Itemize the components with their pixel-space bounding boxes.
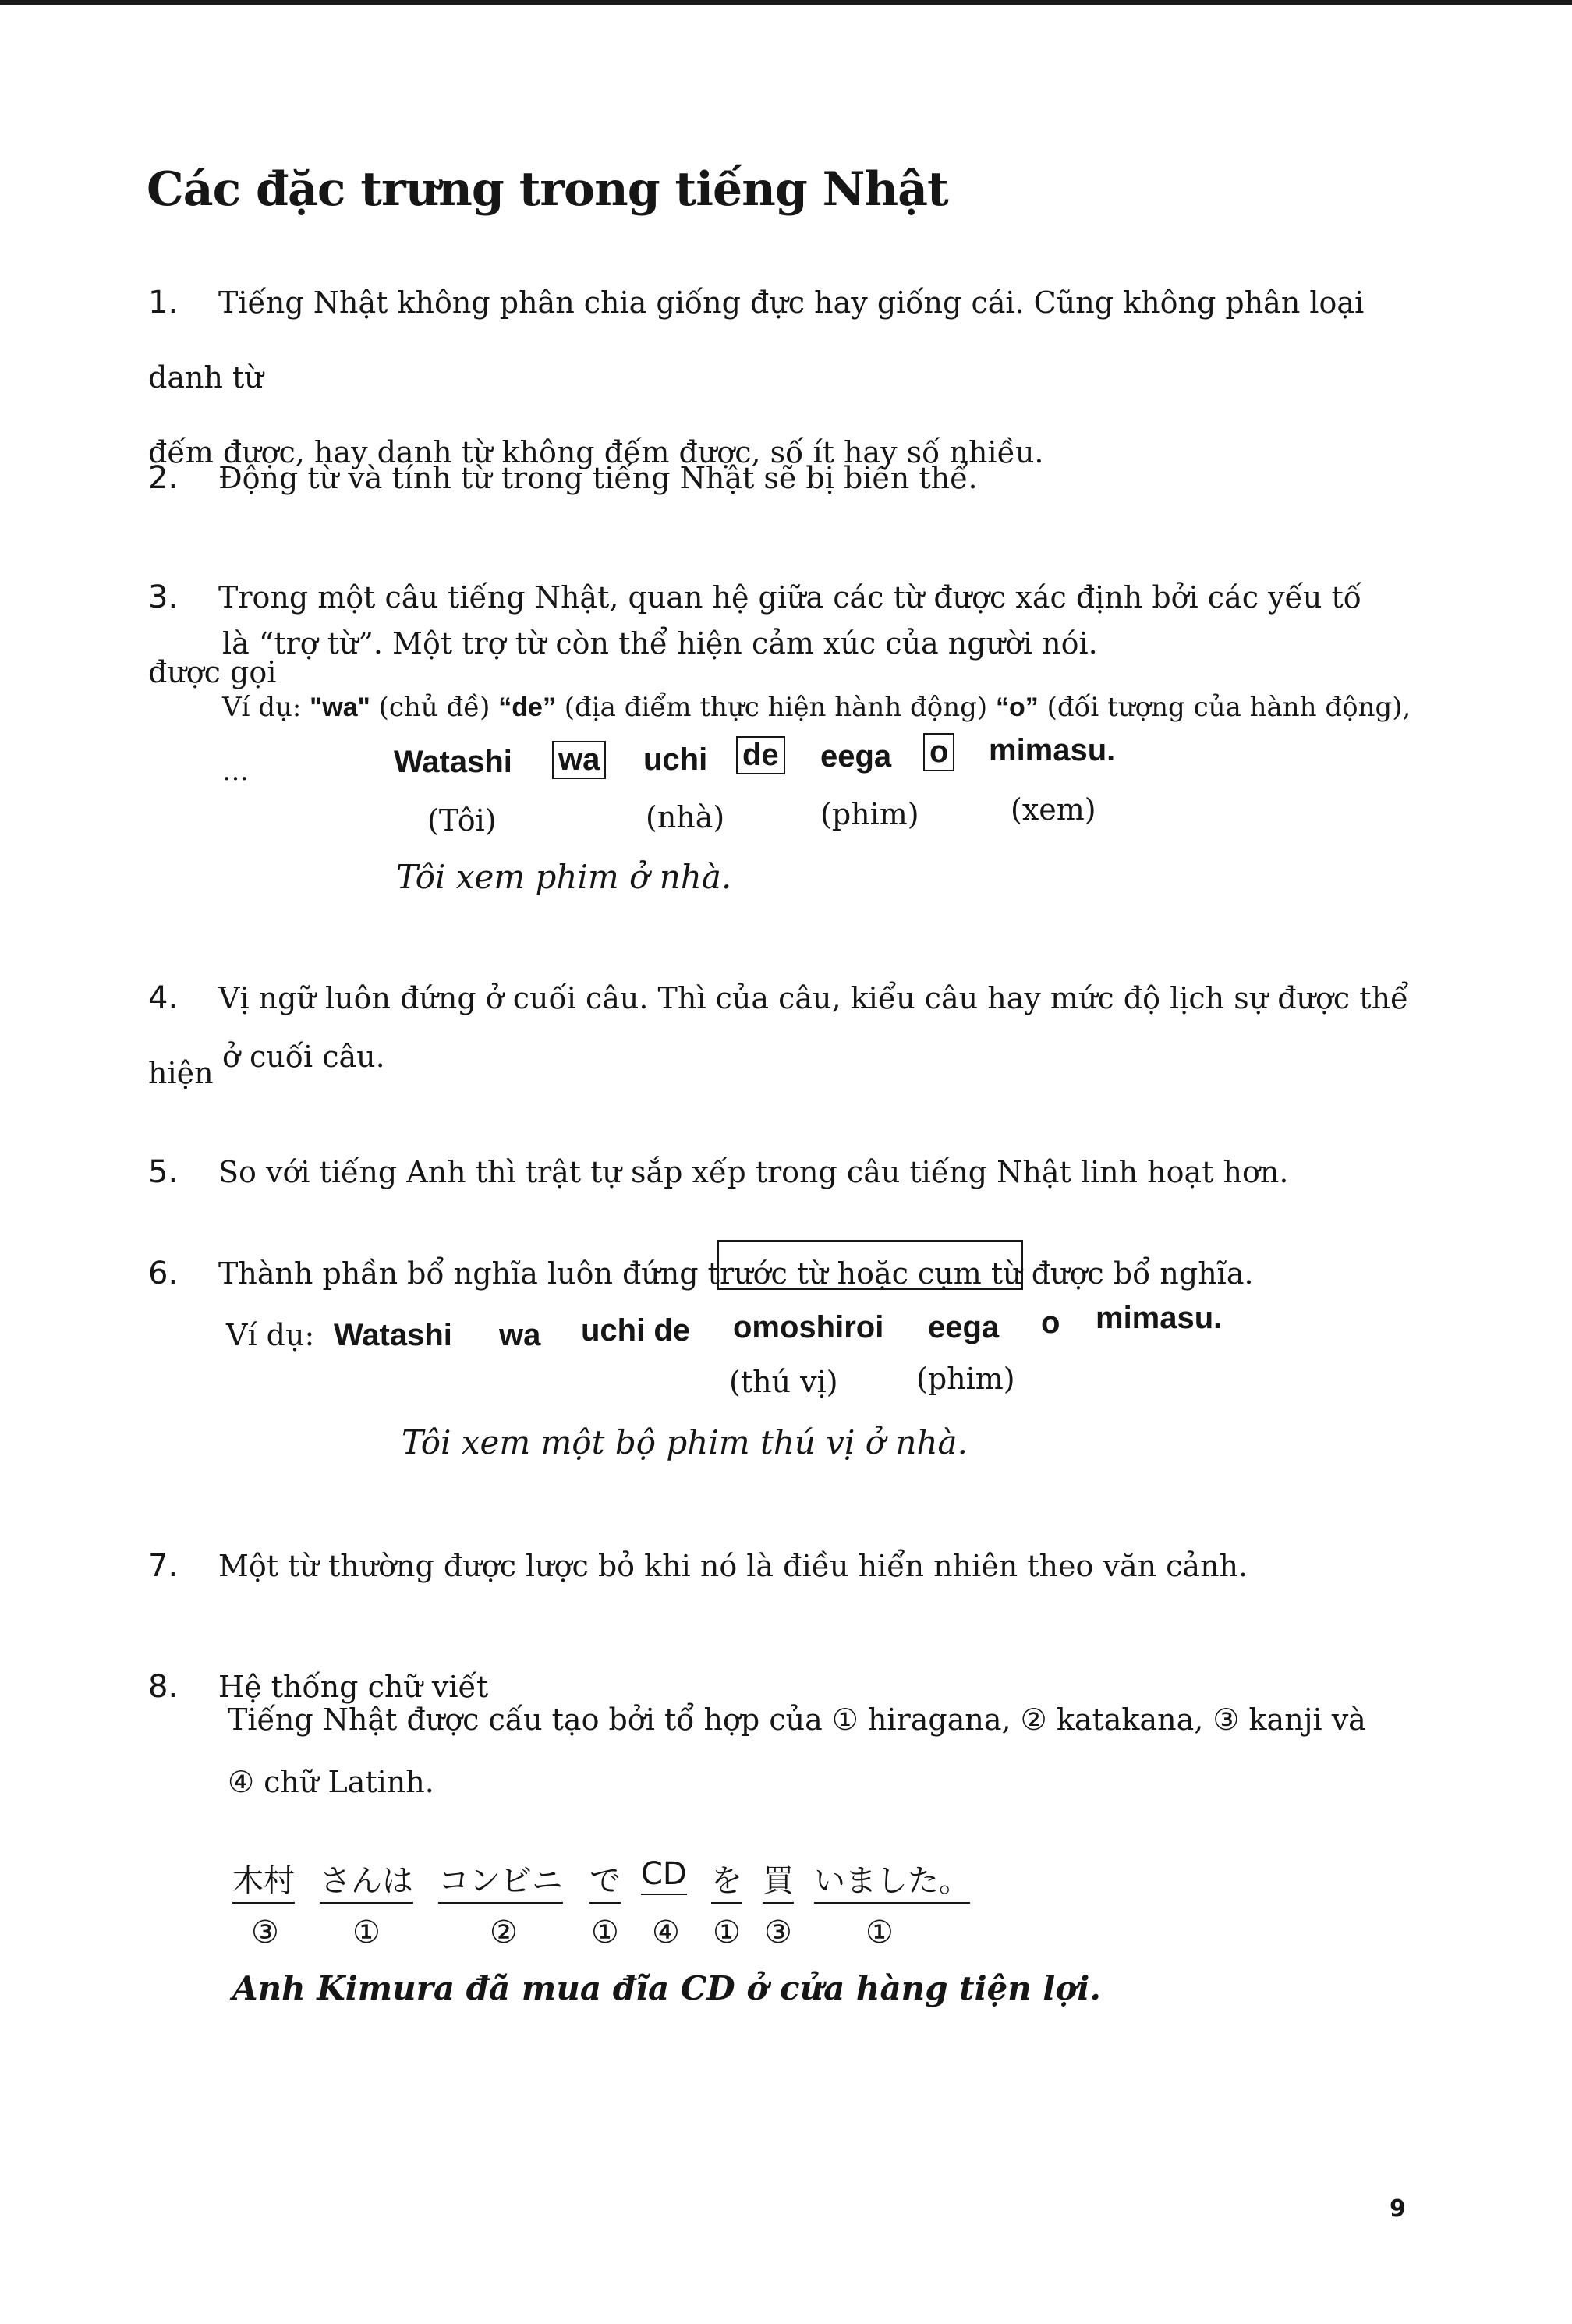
script-marker: ④	[652, 1915, 680, 1950]
script-marker: ①	[713, 1915, 741, 1950]
item-text: Tiếng Nhật không phân chia giống đực hay giống cái. Cũng không phân loại danh từ	[148, 285, 1365, 395]
item-number: 5.	[148, 1154, 179, 1190]
top-border	[0, 0, 1572, 5]
script-marker: ①	[591, 1915, 619, 1950]
item-number: 7.	[148, 1548, 179, 1584]
item-text: Động từ và tính từ trong tiếng Nhật sẽ bị biến thể.	[218, 461, 978, 495]
example-line: Ví dụ: "wa" (chủ đề) “de” (địa điểm thực hiện hành động) “o” (đối tượng của hành động), …	[222, 692, 1411, 787]
particle-box: wa	[552, 741, 606, 779]
kana-segment: 買	[763, 1856, 794, 1904]
item-text: So với tiếng Anh thì trật tự sắp xếp trong câu tiếng Nhật linh hoạt hơn.	[218, 1155, 1289, 1189]
item-text: Một từ thường được lược bỏ khi nó là điều hiển nhiên theo văn cảnh.	[218, 1549, 1248, 1583]
item-text: Trong một câu tiếng Nhật, quan hệ giữa các từ được xác định bởi các yếu tố được gọi	[148, 580, 1362, 689]
script-marker: ②	[490, 1915, 518, 1950]
example-word: Watashi	[334, 1318, 452, 1352]
example-word: mimasu.	[1096, 1301, 1223, 1335]
item-number: 2.	[148, 460, 179, 496]
translation: Anh Kimura đã mua đĩa CD ở cửa hàng tiện lợi.	[232, 1969, 1101, 2007]
script-marker: ③	[764, 1915, 792, 1950]
kana-segment: コンビニ	[438, 1856, 563, 1904]
gloss: (phim)	[916, 1362, 1015, 1396]
gloss: (phim)	[820, 797, 919, 831]
example-word: uchi	[643, 742, 708, 777]
kana-segment: さんは	[320, 1856, 413, 1904]
kana-segment: 木村	[232, 1856, 295, 1904]
example-word: wa	[499, 1318, 541, 1352]
example-word: o	[1041, 1305, 1060, 1340]
highlight-box	[717, 1240, 1023, 1290]
item-5	[148, 1135, 1427, 1210]
item-4-cont	[222, 1026, 1439, 1088]
kana-segment: いました。	[814, 1856, 970, 1904]
gloss: (Tôi)	[427, 803, 497, 838]
item-number: 8.	[148, 1669, 179, 1705]
gloss: (thú vị)	[729, 1365, 838, 1399]
kana-segment: を	[711, 1856, 742, 1904]
item-8-cont	[228, 1688, 1444, 1813]
translation: Tôi xem một bộ phim thú vị ở nhà.	[402, 1423, 968, 1461]
page-title: Các đặc trưng trong tiếng Nhật	[147, 162, 948, 217]
example-word: mimasu.	[989, 733, 1116, 767]
item-number: 4.	[148, 980, 179, 1016]
item-text-cont: ở cuối câu.	[222, 1040, 385, 1074]
gloss: (xem)	[1011, 792, 1096, 827]
example-word: uchi de	[581, 1313, 691, 1348]
item-2	[148, 441, 1427, 515]
particle-box: o	[923, 733, 954, 771]
item-text-cont: là “trợ từ”. Một trợ từ còn thể hiện cảm xúc của người nói.	[222, 626, 1098, 661]
script-marker: ①	[866, 1915, 894, 1950]
page-number: 9	[1390, 2195, 1406, 2223]
item-text: Hệ thống chữ viết	[218, 1670, 489, 1704]
example-word: Watashi	[394, 745, 512, 779]
particle-box: de	[736, 736, 785, 774]
gloss: (nhà)	[646, 800, 725, 834]
example-word: eega	[928, 1310, 1000, 1344]
example-word: omoshiroi	[733, 1310, 884, 1344]
item-text: Vị ngữ luôn đứng ở cuối câu. Thì của câu, kiểu câu hay mức độ lịch sự được thể hiện	[148, 981, 1409, 1090]
item-text-cont: đếm được, hay danh từ không đếm được, số ít hay số nhiều.	[148, 435, 1044, 469]
script-marker: ①	[352, 1915, 381, 1950]
script-marker: ③	[251, 1915, 279, 1950]
item-text-cont: Tiếng Nhật được cấu tạo bởi tổ hợp của ① hiragana, ② katakana, ③ kanji và	[228, 1702, 1366, 1737]
translation: Tôi xem phim ở nhà.	[396, 858, 732, 896]
kana-segment: で	[590, 1856, 621, 1904]
kana-segment: CD	[641, 1856, 687, 1895]
item-number: 6.	[148, 1256, 179, 1291]
item-7	[148, 1529, 1427, 1603]
item-text-cont: ④ chữ Latinh.	[228, 1765, 434, 1799]
example-word: eega	[820, 739, 892, 774]
example-prefix: Ví dụ:	[226, 1318, 315, 1352]
item-number: 1.	[148, 285, 179, 321]
item-text: Thành phần bổ nghĩa luôn đứng trước từ hoặc cụm từ được bổ nghĩa.	[218, 1256, 1254, 1291]
item-number: 3.	[148, 579, 179, 615]
